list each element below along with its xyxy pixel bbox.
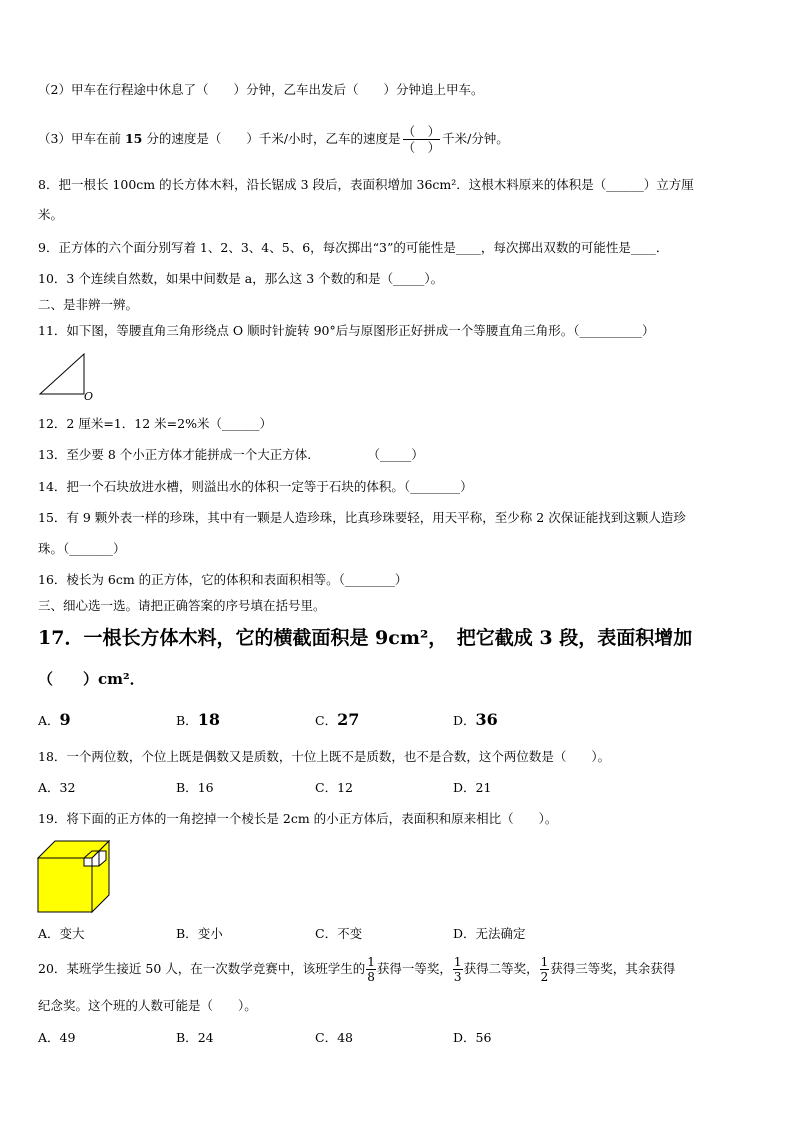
question-11-text: 11．如下图，等腰直角三角形绕点 O 顺时针旋转 90°后与原图形正好拼成一个等腰直角三角形。（__________） (38, 323, 655, 338)
q19-option-c[interactable]: C．不变 (315, 926, 363, 941)
question-14-text: 14．把一个石块放进水槽，则溢出水的体积一定等于石块的体积。（________） (38, 479, 473, 494)
fraction-one-half: $\frac{1}{2}$ (540, 955, 549, 984)
q3-frac-denominator: （ ） (402, 140, 441, 155)
fraction-one-third: $\frac{1}{3}$ (453, 955, 462, 984)
q19-option-b[interactable]: B．变小 (176, 926, 223, 941)
q18-option-c[interactable]: C．12 (315, 780, 353, 795)
q3-after: 千米/分钟。 (442, 131, 509, 146)
q20-option-c[interactable]: C．48 (315, 1030, 353, 1045)
question-17-line2: （ ）cm²． (38, 670, 145, 688)
question-19-text: 19．将下面的正方体的一角挖掉一个棱长是 2cm 的小正方体后，表面积和原来相比（ ）。 (38, 811, 558, 826)
q20-option-a[interactable]: A．49 (38, 1030, 76, 1045)
isosceles-right-triangle (40, 354, 84, 394)
question-20-line1: 20．某班学生接近 50 人，在一次数学竞赛中，该班学生的 $\frac{1}{8}$ 获得一等奖， $\frac{1}{3}$ 获得二等奖， $\frac{1}{2}$ 获得三等奖，其余获得 (38, 955, 676, 984)
question-12-text: 12．2 厘米=1．12 米=2%米（______） (38, 416, 272, 431)
question-2-text: （2）甲车在行程途中休息了（ ）分钟，乙车出发后（ ）分钟追上甲车。 (38, 82, 484, 97)
question-9-text: 9．正方体的六个面分别写着 1、2、3、4、5、6，每次掷出“3”的可能性是____，每次掷出双数的可能性是____． (38, 240, 669, 255)
q17-option-d[interactable]: D．36 (453, 710, 498, 729)
question-15-line2: 珠。（_______） (38, 541, 126, 556)
q18-option-b[interactable]: B．16 (176, 780, 214, 795)
q19-option-a[interactable]: A．变大 (38, 926, 85, 941)
question-18-text: 18．一个两位数，个位上既是偶数又是质数，十位上既不是质数，也不是合数，这个两位数是（ ）。 (38, 749, 611, 764)
q3-frac-numerator: （ ） (402, 124, 441, 139)
q17-option-a[interactable]: A．9 (38, 710, 71, 729)
q3-fraction (403, 124, 441, 155)
q3-mid: 分的速度是（ ）千米/小时，乙车的速度是 (146, 131, 401, 146)
question-8-line1: 8．把一根长 100cm 的长方体木料，沿长锯成 3 段后，表面积增加 36cm²．这根木料原来的体积是（______）立方厘 (38, 177, 694, 192)
question-13-text: 13．至少要 8 个小正方体才能拼成一个大正方体. （_____） (38, 447, 424, 462)
q18-option-a[interactable]: A．32 (38, 780, 76, 795)
section-2-heading: 二、是非辨一辨。 (38, 297, 139, 312)
q20-option-d[interactable]: D．56 (453, 1030, 492, 1045)
question-3-text (38, 122, 509, 156)
q3-before: （3）甲车在前 (38, 131, 121, 146)
q19-option-d[interactable]: D．无法确定 (453, 926, 526, 941)
q20-option-b[interactable]: B．24 (176, 1030, 214, 1045)
fraction-one-eighth: $\frac{1}{8}$ (367, 955, 375, 984)
cube-figure (37, 840, 112, 914)
q18-option-d[interactable]: D．21 (453, 780, 492, 795)
question-16-text: 16．棱长为 6cm 的正方体，它的体积和表面积相等。（________） (38, 572, 408, 587)
q17-option-c[interactable]: C．27 (315, 710, 360, 729)
section-3-heading: 三、细心选一选。请把正确答案的序号填在括号里。 (38, 598, 326, 613)
question-8-line2: 米。 (38, 207, 64, 222)
q17-option-b[interactable]: B．18 (176, 710, 220, 729)
question-15-line1: 15．有 9 颗外表一样的珍珠，其中有一颗是人造珍珠，比真珍珠要轻，用天平称，至少称 2 次保证能找到这颗人造珍 (38, 510, 686, 525)
question-20-line2: 纪念奖。这个班的人数可能是（ ）。 (38, 998, 257, 1013)
question-17-line1: 17．一根长方体木料，它的横截面积是 9cm²， 把它截成 3 段，表面积增加 (38, 627, 693, 649)
q3-number: 15 (124, 131, 143, 146)
question-10-text: 10．3 个连续自然数，如果中间数是 a，那么这 3 个数的和是（_____）。 (38, 271, 444, 286)
point-o-label: O (84, 390, 94, 403)
